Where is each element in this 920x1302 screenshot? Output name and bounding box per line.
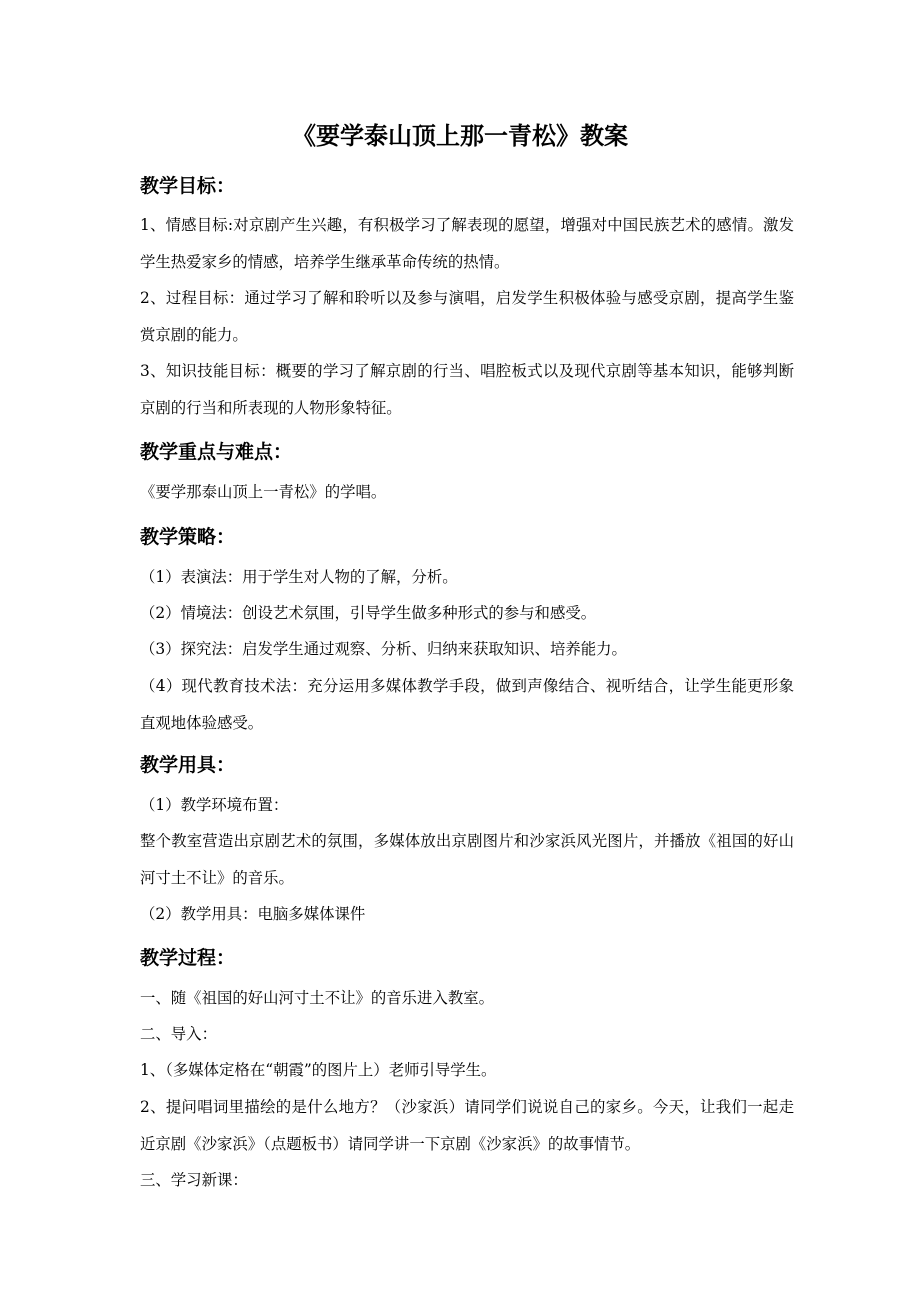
heading-process: 教学过程：	[140, 947, 236, 969]
paragraph: 1、情感目标:对京剧产生兴趣，有积极学习了解表现的愿望，增强对中国民族艺术的感情。激发学生热爱家乡的情感，培养学生继承革命传统的热情。	[140, 216, 794, 271]
paragraph: （4）现代教育技术法：充分运用多媒体教学手段，做到声像结合、视听结合，让学生能更形象直观地体验感受。	[140, 677, 794, 732]
paragraph: （3）探究法：启发学生通过观察、分析、归纳来获取知识、培养能力。	[140, 640, 627, 658]
paragraph: 二、导入：	[140, 1025, 217, 1043]
paragraph: 《要学那泰山顶上一青松》的学唱。	[140, 483, 387, 501]
paragraph: 3、知识技能目标：概要的学习了解京剧的行当、唱腔板式以及现代京剧等基本知识，能够判断京剧的行当和所表现的人物形象特征。	[140, 362, 794, 417]
paragraph: （2）教学用具：电脑多媒体课件	[140, 905, 366, 923]
paragraph: 一、随《祖国的好山河寸土不让》的音乐进入教室。	[140, 989, 494, 1007]
heading-goals: 教学目标：	[140, 175, 236, 197]
paragraph: （1）表演法：用于学生对人物的了解，分析。	[140, 568, 458, 586]
paragraph: 三、学习新课：	[140, 1171, 248, 1189]
heading-tools: 教学用具：	[140, 754, 236, 776]
heading-focus: 教学重点与难点：	[140, 441, 293, 463]
paragraph: 2、提问唱词里描绘的是什么地方？（沙家浜）请同学们说说自己的家乡。今天，让我们一起走近京剧《沙家浜》（点题板书）请同学讲一下京剧《沙家浜》的故事情节。	[140, 1098, 794, 1153]
heading-strategy: 教学策略：	[140, 526, 236, 548]
document-title: 《要学泰山顶上那一青松》教案	[292, 122, 628, 150]
paragraph: 1、（多媒体定格在“朝霞”的图片上）老师引导学生。	[140, 1061, 497, 1079]
paragraph: （1）教学环境布置：	[140, 796, 289, 814]
paragraph: 2、过程目标：通过学习了解和聆听以及参与演唱，启发学生积极体验与感受京剧，提高学生鉴赏京剧的能力。	[140, 289, 794, 344]
paragraph: 整个教室营造出京剧艺术的氛围，多媒体放出京剧图片和沙家浜风光图片，并播放《祖国的好山河寸土不让》的音乐。	[140, 832, 794, 887]
paragraph: （2）情境法：创设艺术氛围，引导学生做多种形式的参与和感受。	[140, 604, 597, 622]
